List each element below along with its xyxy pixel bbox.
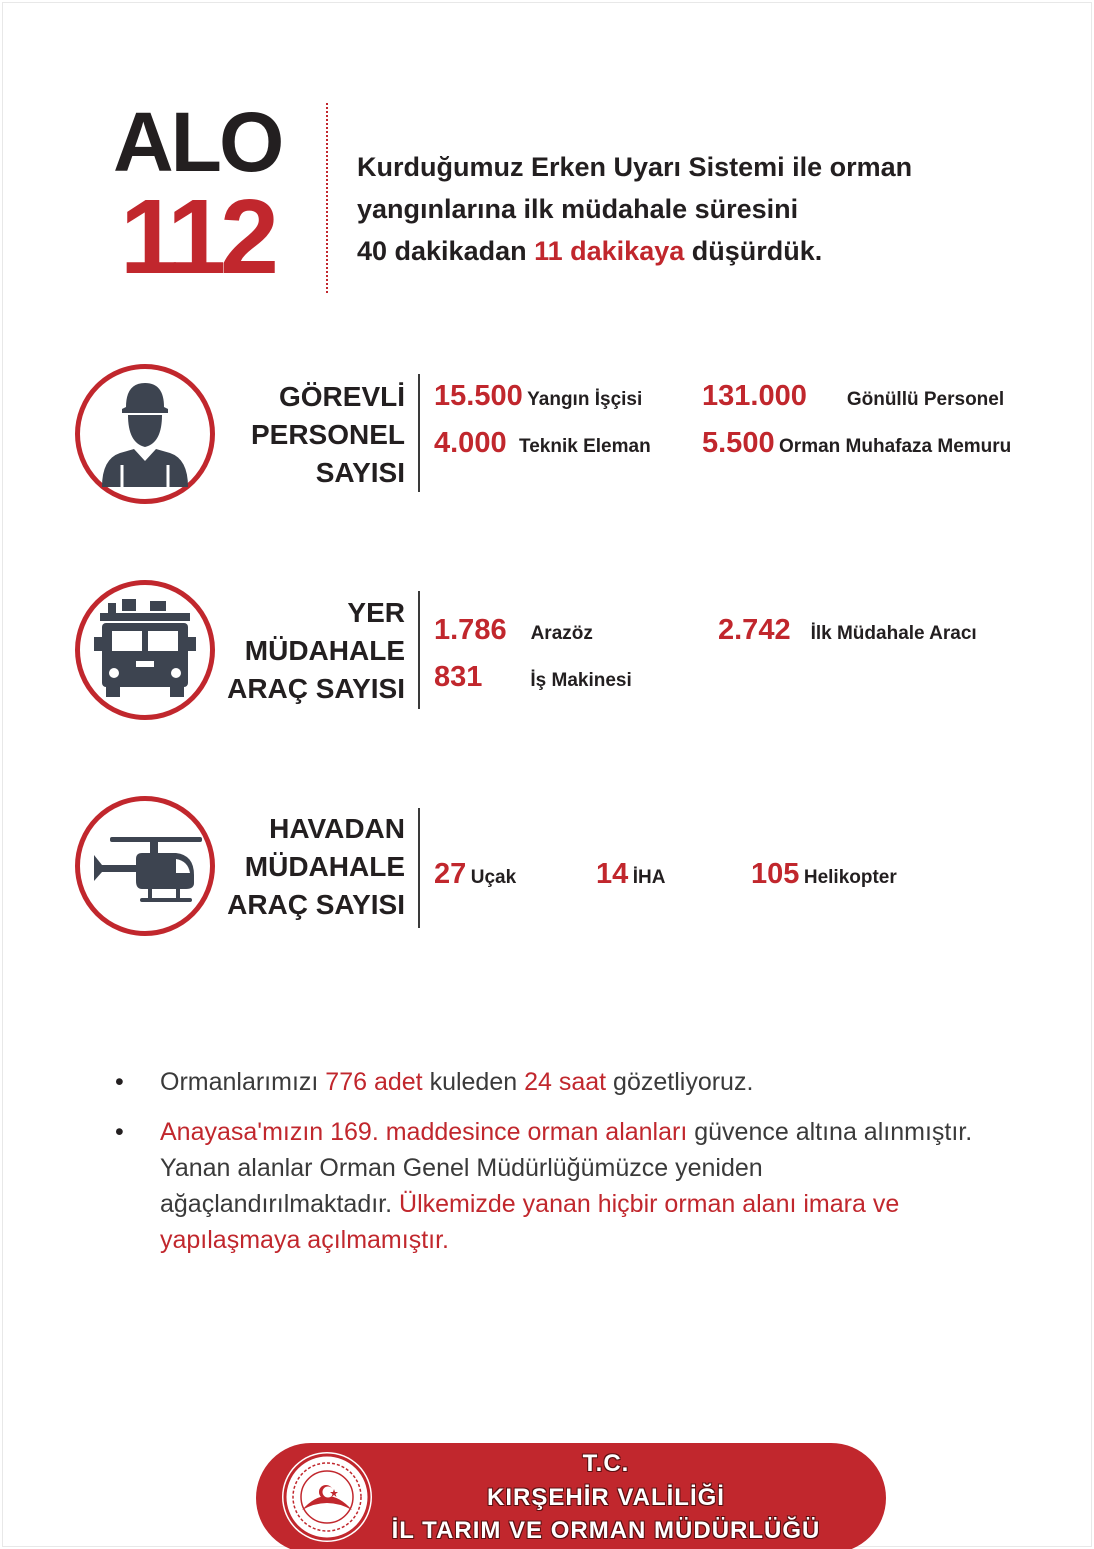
personnel-divider: [418, 374, 420, 492]
alo-label: ALO: [113, 95, 282, 189]
header-divider: [326, 103, 328, 293]
stat-helicopters: 105 Helikopter: [751, 858, 897, 890]
worker-icon-circle: [75, 364, 215, 504]
personnel-title: GÖREVLİ PERSONEL SAYISI: [250, 381, 405, 488]
headline: [357, 146, 997, 272]
headline-line-2: yangınlarına ilk müdahale süresini: [357, 194, 799, 224]
stat-planes: 27 Uçak: [434, 858, 517, 890]
emergency-number: 112: [120, 178, 274, 296]
helicopter-icon: [80, 801, 210, 931]
headline-line-1: Kurduğumuz Erken Uyarı Sistemi ile orman: [357, 152, 913, 182]
info-bullets: [113, 1064, 993, 1272]
stat-fire-engines: 1.786 Arazöz: [434, 614, 593, 646]
fire-truck-icon: [80, 585, 210, 715]
bullet-towers: • Ormanlarımızı 776 adet kuleden 24 saat gözetliyoruz.: [115, 1068, 754, 1096]
stat-fire-workers: 15.500 Yangın İşçisi: [434, 380, 643, 412]
worker-icon: [80, 369, 210, 499]
stat-technical-staff: 4.000 Teknik Eleman: [434, 427, 651, 459]
footer-line-tc: T.C.: [582, 1450, 630, 1477]
stat-first-response-vehicles: 2.742 İlk Müdahale Aracı: [718, 614, 977, 646]
stat-heavy-machinery: 831 İş Makinesi: [434, 661, 632, 693]
footer-line-governorship: KIRŞEHİR VALİLİĞİ: [487, 1484, 725, 1511]
bullet-constitution: • Anayasa'mızın 169. maddesince orman alanları güvence altına alınmıştır. Yanan alanlar Orman Genel Müdürlüğümüzce yeniden ağaçlandırılmaktadır. Ülkemizde yanan hiçbir orman alanı imara ve yapılaşmaya açılmamıştır.: [115, 1118, 973, 1254]
stat-forest-guards: 5.500 Orman Muhafaza Memuru: [702, 427, 1012, 459]
ground-title: YER MÜDAHALE ARAÇ SAYISI: [227, 597, 405, 704]
stat-drones: 14 İHA: [596, 858, 666, 890]
footer-line-directorate: İL TARIM VE ORMAN MÜDÜRLÜĞÜ: [391, 1517, 821, 1544]
fire-truck-icon-circle: [75, 580, 215, 720]
headline-line-3: 40 dakikadan 11 dakikaya düşürdük.: [357, 236, 823, 266]
stat-volunteers: 131.000 Gönüllü Personel: [702, 380, 1005, 412]
air-divider: [418, 808, 420, 928]
ground-divider: [418, 591, 420, 709]
response-time-highlight: 11 dakikaya: [534, 236, 685, 266]
air-title: HAVADAN MÜDAHALE ARAÇ SAYISI: [227, 813, 405, 920]
helicopter-icon-circle: [75, 796, 215, 936]
